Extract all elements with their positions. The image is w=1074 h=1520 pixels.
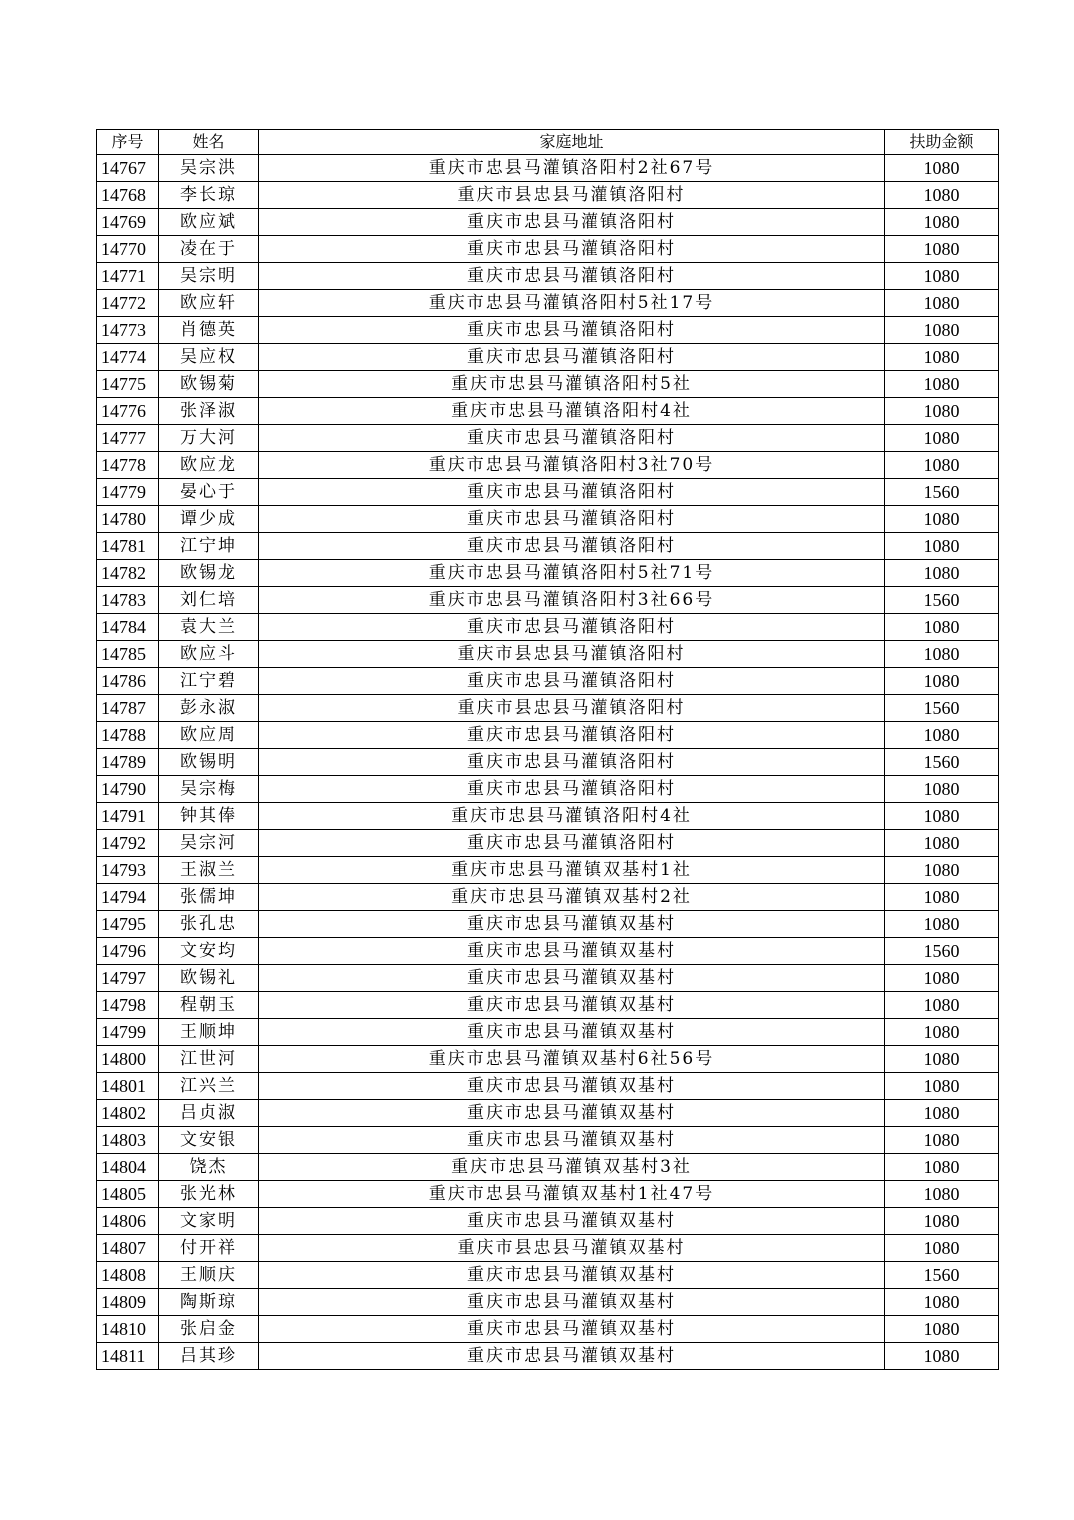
header-address: 家庭地址 xyxy=(259,130,885,155)
table-row xyxy=(97,857,999,884)
serial-number-cell: 14800 xyxy=(97,1046,159,1073)
amount-cell: 1080 xyxy=(885,884,999,911)
name-cell: 袁大兰 xyxy=(159,614,259,641)
name-cell: 江兴兰 xyxy=(159,1073,259,1100)
table-row xyxy=(97,1316,999,1343)
amount-cell: 1080 xyxy=(885,722,999,749)
serial-number-cell: 14767 xyxy=(97,155,159,182)
name-cell: 江世河 xyxy=(159,1046,259,1073)
address-cell: 重庆市忠县马灌镇双基村 xyxy=(259,1127,885,1154)
address-cell: 重庆市忠县马灌镇双基村 xyxy=(259,1073,885,1100)
amount-cell: 1080 xyxy=(885,533,999,560)
address-cell: 重庆市忠县马灌镇双基村 xyxy=(259,1208,885,1235)
table-row xyxy=(97,155,999,182)
table-row xyxy=(97,1289,999,1316)
name-cell: 李长琼 xyxy=(159,182,259,209)
address-cell: 重庆市忠县马灌镇洛阳村5社 xyxy=(259,371,885,398)
amount-cell: 1080 xyxy=(885,803,999,830)
name-cell: 江宁碧 xyxy=(159,668,259,695)
name-cell: 凌在于 xyxy=(159,236,259,263)
address-cell: 重庆市忠县马灌镇洛阳村 xyxy=(259,263,885,290)
address-cell: 重庆市县忠县马灌镇洛阳村 xyxy=(259,641,885,668)
address-cell: 重庆市忠县马灌镇洛阳村 xyxy=(259,344,885,371)
table-row xyxy=(97,614,999,641)
address-cell: 重庆市忠县马灌镇洛阳村5社71号 xyxy=(259,560,885,587)
table-row xyxy=(97,938,999,965)
table-row xyxy=(97,695,999,722)
amount-cell: 1080 xyxy=(885,668,999,695)
address-cell: 重庆市忠县马灌镇洛阳村 xyxy=(259,749,885,776)
serial-number-cell: 14772 xyxy=(97,290,159,317)
table-row xyxy=(97,722,999,749)
serial-number-cell: 14791 xyxy=(97,803,159,830)
amount-cell: 1560 xyxy=(885,587,999,614)
name-cell: 欧锡菊 xyxy=(159,371,259,398)
table-row xyxy=(97,479,999,506)
amount-cell: 1080 xyxy=(885,209,999,236)
table-row xyxy=(97,371,999,398)
serial-number-cell: 14811 xyxy=(97,1343,159,1370)
amount-cell: 1080 xyxy=(885,1208,999,1235)
serial-number-cell: 14788 xyxy=(97,722,159,749)
table-row xyxy=(97,884,999,911)
name-cell: 欧应周 xyxy=(159,722,259,749)
amount-cell: 1080 xyxy=(885,425,999,452)
name-cell: 王顺坤 xyxy=(159,1019,259,1046)
address-cell: 重庆市忠县马灌镇双基村 xyxy=(259,992,885,1019)
serial-number-cell: 14771 xyxy=(97,263,159,290)
amount-cell: 1560 xyxy=(885,938,999,965)
amount-cell: 1080 xyxy=(885,911,999,938)
table-row xyxy=(97,641,999,668)
name-cell: 付开祥 xyxy=(159,1235,259,1262)
address-cell: 重庆市忠县马灌镇双基村 xyxy=(259,1343,885,1370)
name-cell: 文安均 xyxy=(159,938,259,965)
name-cell: 刘仁培 xyxy=(159,587,259,614)
address-cell: 重庆市忠县马灌镇洛阳村2社67号 xyxy=(259,155,885,182)
serial-number-cell: 14801 xyxy=(97,1073,159,1100)
table-row xyxy=(97,398,999,425)
address-cell: 重庆市忠县马灌镇洛阳村 xyxy=(259,506,885,533)
serial-number-cell: 14774 xyxy=(97,344,159,371)
address-cell: 重庆市忠县马灌镇洛阳村 xyxy=(259,236,885,263)
amount-cell: 1080 xyxy=(885,344,999,371)
serial-number-cell: 14779 xyxy=(97,479,159,506)
address-cell: 重庆市忠县马灌镇双基村3社 xyxy=(259,1154,885,1181)
amount-cell: 1560 xyxy=(885,1262,999,1289)
amount-cell: 1080 xyxy=(885,290,999,317)
address-cell: 重庆市忠县马灌镇洛阳村 xyxy=(259,830,885,857)
address-cell: 重庆市忠县马灌镇洛阳村 xyxy=(259,776,885,803)
amount-cell: 1080 xyxy=(885,1235,999,1262)
table-row xyxy=(97,1262,999,1289)
serial-number-cell: 14790 xyxy=(97,776,159,803)
serial-number-cell: 14804 xyxy=(97,1154,159,1181)
name-cell: 肖德英 xyxy=(159,317,259,344)
amount-cell: 1080 xyxy=(885,614,999,641)
serial-number-cell: 14793 xyxy=(97,857,159,884)
serial-number-cell: 14795 xyxy=(97,911,159,938)
amount-cell: 1080 xyxy=(885,1289,999,1316)
table-row xyxy=(97,965,999,992)
address-cell: 重庆市忠县马灌镇双基村1社47号 xyxy=(259,1181,885,1208)
serial-number-cell: 14782 xyxy=(97,560,159,587)
address-cell: 重庆市忠县马灌镇洛阳村3社70号 xyxy=(259,452,885,479)
serial-number-cell: 14798 xyxy=(97,992,159,1019)
address-cell: 重庆市忠县马灌镇双基村 xyxy=(259,1289,885,1316)
amount-cell: 1080 xyxy=(885,1019,999,1046)
address-cell: 重庆市忠县马灌镇双基村 xyxy=(259,965,885,992)
table-row xyxy=(97,1073,999,1100)
amount-cell: 1080 xyxy=(885,1343,999,1370)
name-cell: 钟其俸 xyxy=(159,803,259,830)
amount-cell: 1080 xyxy=(885,398,999,425)
table-row xyxy=(97,911,999,938)
table-row xyxy=(97,452,999,479)
header-row xyxy=(97,130,999,155)
address-cell: 重庆市忠县马灌镇洛阳村3社66号 xyxy=(259,587,885,614)
serial-number-cell: 14794 xyxy=(97,884,159,911)
address-cell: 重庆市忠县马灌镇双基村 xyxy=(259,1262,885,1289)
name-cell: 欧锡龙 xyxy=(159,560,259,587)
amount-cell: 1080 xyxy=(885,1073,999,1100)
amount-cell: 1080 xyxy=(885,560,999,587)
amount-cell: 1080 xyxy=(885,236,999,263)
header-serial-number: 序号 xyxy=(97,130,159,155)
table-row xyxy=(97,1181,999,1208)
table-row xyxy=(97,1046,999,1073)
name-cell: 欧锡明 xyxy=(159,749,259,776)
serial-number-cell: 14792 xyxy=(97,830,159,857)
table-row xyxy=(97,263,999,290)
serial-number-cell: 14807 xyxy=(97,1235,159,1262)
table-header xyxy=(97,130,999,155)
name-cell: 王淑兰 xyxy=(159,857,259,884)
address-cell: 重庆市县忠县马灌镇双基村 xyxy=(259,1235,885,1262)
name-cell: 欧应轩 xyxy=(159,290,259,317)
table-row xyxy=(97,560,999,587)
address-cell: 重庆市忠县马灌镇双基村 xyxy=(259,1100,885,1127)
name-cell: 文安银 xyxy=(159,1127,259,1154)
amount-cell: 1560 xyxy=(885,695,999,722)
name-cell: 欧应斗 xyxy=(159,641,259,668)
table-row xyxy=(97,1127,999,1154)
serial-number-cell: 14787 xyxy=(97,695,159,722)
name-cell: 张泽淑 xyxy=(159,398,259,425)
address-cell: 重庆市忠县马灌镇洛阳村4社 xyxy=(259,803,885,830)
serial-number-cell: 14803 xyxy=(97,1127,159,1154)
table-row xyxy=(97,1019,999,1046)
name-cell: 张光林 xyxy=(159,1181,259,1208)
address-cell: 重庆市忠县马灌镇洛阳村 xyxy=(259,614,885,641)
serial-number-cell: 14796 xyxy=(97,938,159,965)
name-cell: 吴宗河 xyxy=(159,830,259,857)
amount-cell: 1080 xyxy=(885,992,999,1019)
name-cell: 欧应龙 xyxy=(159,452,259,479)
amount-cell: 1560 xyxy=(885,479,999,506)
address-cell: 重庆市忠县马灌镇双基村1社 xyxy=(259,857,885,884)
address-cell: 重庆市忠县马灌镇双基村 xyxy=(259,1316,885,1343)
name-cell: 文家明 xyxy=(159,1208,259,1235)
serial-number-cell: 14802 xyxy=(97,1100,159,1127)
table-row xyxy=(97,317,999,344)
address-cell: 重庆市忠县马灌镇洛阳村 xyxy=(259,317,885,344)
serial-number-cell: 14769 xyxy=(97,209,159,236)
header-name: 姓名 xyxy=(159,130,259,155)
address-cell: 重庆市忠县马灌镇双基村2社 xyxy=(259,884,885,911)
amount-cell: 1080 xyxy=(885,776,999,803)
table-row xyxy=(97,668,999,695)
serial-number-cell: 14776 xyxy=(97,398,159,425)
serial-number-cell: 14808 xyxy=(97,1262,159,1289)
table-row xyxy=(97,1154,999,1181)
serial-number-cell: 14775 xyxy=(97,371,159,398)
amount-cell: 1080 xyxy=(885,452,999,479)
table-row xyxy=(97,776,999,803)
name-cell: 欧应斌 xyxy=(159,209,259,236)
address-cell: 重庆市忠县马灌镇双基村 xyxy=(259,1019,885,1046)
amount-cell: 1080 xyxy=(885,1046,999,1073)
table-row xyxy=(97,209,999,236)
name-cell: 江宁坤 xyxy=(159,533,259,560)
table-row xyxy=(97,425,999,452)
serial-number-cell: 14780 xyxy=(97,506,159,533)
amount-cell: 1080 xyxy=(885,371,999,398)
address-cell: 重庆市忠县马灌镇洛阳村 xyxy=(259,209,885,236)
serial-number-cell: 14768 xyxy=(97,182,159,209)
address-cell: 重庆市忠县马灌镇洛阳村 xyxy=(259,533,885,560)
name-cell: 陶斯琼 xyxy=(159,1289,259,1316)
document-page xyxy=(96,129,998,1370)
serial-number-cell: 14806 xyxy=(97,1208,159,1235)
name-cell: 吴宗梅 xyxy=(159,776,259,803)
name-cell: 彭永淑 xyxy=(159,695,259,722)
table-row xyxy=(97,1343,999,1370)
name-cell: 吕其珍 xyxy=(159,1343,259,1370)
amount-cell: 1080 xyxy=(885,965,999,992)
address-cell: 重庆市忠县马灌镇洛阳村 xyxy=(259,722,885,749)
name-cell: 谭少成 xyxy=(159,506,259,533)
name-cell: 张儒坤 xyxy=(159,884,259,911)
serial-number-cell: 14770 xyxy=(97,236,159,263)
amount-cell: 1080 xyxy=(885,263,999,290)
address-cell: 重庆市忠县马灌镇洛阳村 xyxy=(259,425,885,452)
address-cell: 重庆市忠县马灌镇双基村 xyxy=(259,938,885,965)
serial-number-cell: 14799 xyxy=(97,1019,159,1046)
serial-number-cell: 14781 xyxy=(97,533,159,560)
table-row xyxy=(97,533,999,560)
name-cell: 万大河 xyxy=(159,425,259,452)
name-cell: 程朝玉 xyxy=(159,992,259,1019)
table-row xyxy=(97,830,999,857)
name-cell: 晏心于 xyxy=(159,479,259,506)
table-row xyxy=(97,803,999,830)
serial-number-cell: 14778 xyxy=(97,452,159,479)
serial-number-cell: 14789 xyxy=(97,749,159,776)
table-row xyxy=(97,1100,999,1127)
address-cell: 重庆市忠县马灌镇双基村6社56号 xyxy=(259,1046,885,1073)
name-cell: 饶杰 xyxy=(159,1154,259,1181)
assistance-table xyxy=(96,129,999,1370)
amount-cell: 1080 xyxy=(885,1181,999,1208)
table-row xyxy=(97,1208,999,1235)
address-cell: 重庆市忠县马灌镇双基村 xyxy=(259,911,885,938)
name-cell: 吴应权 xyxy=(159,344,259,371)
table-row xyxy=(97,749,999,776)
serial-number-cell: 14809 xyxy=(97,1289,159,1316)
amount-cell: 1080 xyxy=(885,1127,999,1154)
name-cell: 王顺庆 xyxy=(159,1262,259,1289)
address-cell: 重庆市忠县马灌镇洛阳村 xyxy=(259,479,885,506)
amount-cell: 1080 xyxy=(885,1316,999,1343)
address-cell: 重庆市忠县马灌镇洛阳村4社 xyxy=(259,398,885,425)
amount-cell: 1080 xyxy=(885,1154,999,1181)
table-row xyxy=(97,992,999,1019)
amount-cell: 1080 xyxy=(885,857,999,884)
amount-cell: 1080 xyxy=(885,182,999,209)
name-cell: 吴宗洪 xyxy=(159,155,259,182)
table-row xyxy=(97,506,999,533)
address-cell: 重庆市忠县马灌镇洛阳村 xyxy=(259,668,885,695)
table-row xyxy=(97,587,999,614)
amount-cell: 1080 xyxy=(885,155,999,182)
serial-number-cell: 14783 xyxy=(97,587,159,614)
table-row xyxy=(97,236,999,263)
serial-number-cell: 14773 xyxy=(97,317,159,344)
amount-cell: 1080 xyxy=(885,506,999,533)
serial-number-cell: 14810 xyxy=(97,1316,159,1343)
table-row xyxy=(97,344,999,371)
table-body xyxy=(97,155,999,1370)
amount-cell: 1080 xyxy=(885,641,999,668)
amount-cell: 1560 xyxy=(885,749,999,776)
amount-cell: 1080 xyxy=(885,317,999,344)
serial-number-cell: 14805 xyxy=(97,1181,159,1208)
address-cell: 重庆市县忠县马灌镇洛阳村 xyxy=(259,182,885,209)
name-cell: 张启金 xyxy=(159,1316,259,1343)
serial-number-cell: 14786 xyxy=(97,668,159,695)
address-cell: 重庆市忠县马灌镇洛阳村5社17号 xyxy=(259,290,885,317)
amount-cell: 1080 xyxy=(885,830,999,857)
serial-number-cell: 14785 xyxy=(97,641,159,668)
name-cell: 吕贞淑 xyxy=(159,1100,259,1127)
header-amount: 扶助金额 xyxy=(885,130,999,155)
name-cell: 张孔忠 xyxy=(159,911,259,938)
table-row xyxy=(97,290,999,317)
serial-number-cell: 14797 xyxy=(97,965,159,992)
table-row xyxy=(97,1235,999,1262)
table-row xyxy=(97,182,999,209)
address-cell: 重庆市县忠县马灌镇洛阳村 xyxy=(259,695,885,722)
serial-number-cell: 14777 xyxy=(97,425,159,452)
name-cell: 吴宗明 xyxy=(159,263,259,290)
serial-number-cell: 14784 xyxy=(97,614,159,641)
amount-cell: 1080 xyxy=(885,1100,999,1127)
name-cell: 欧锡礼 xyxy=(159,965,259,992)
